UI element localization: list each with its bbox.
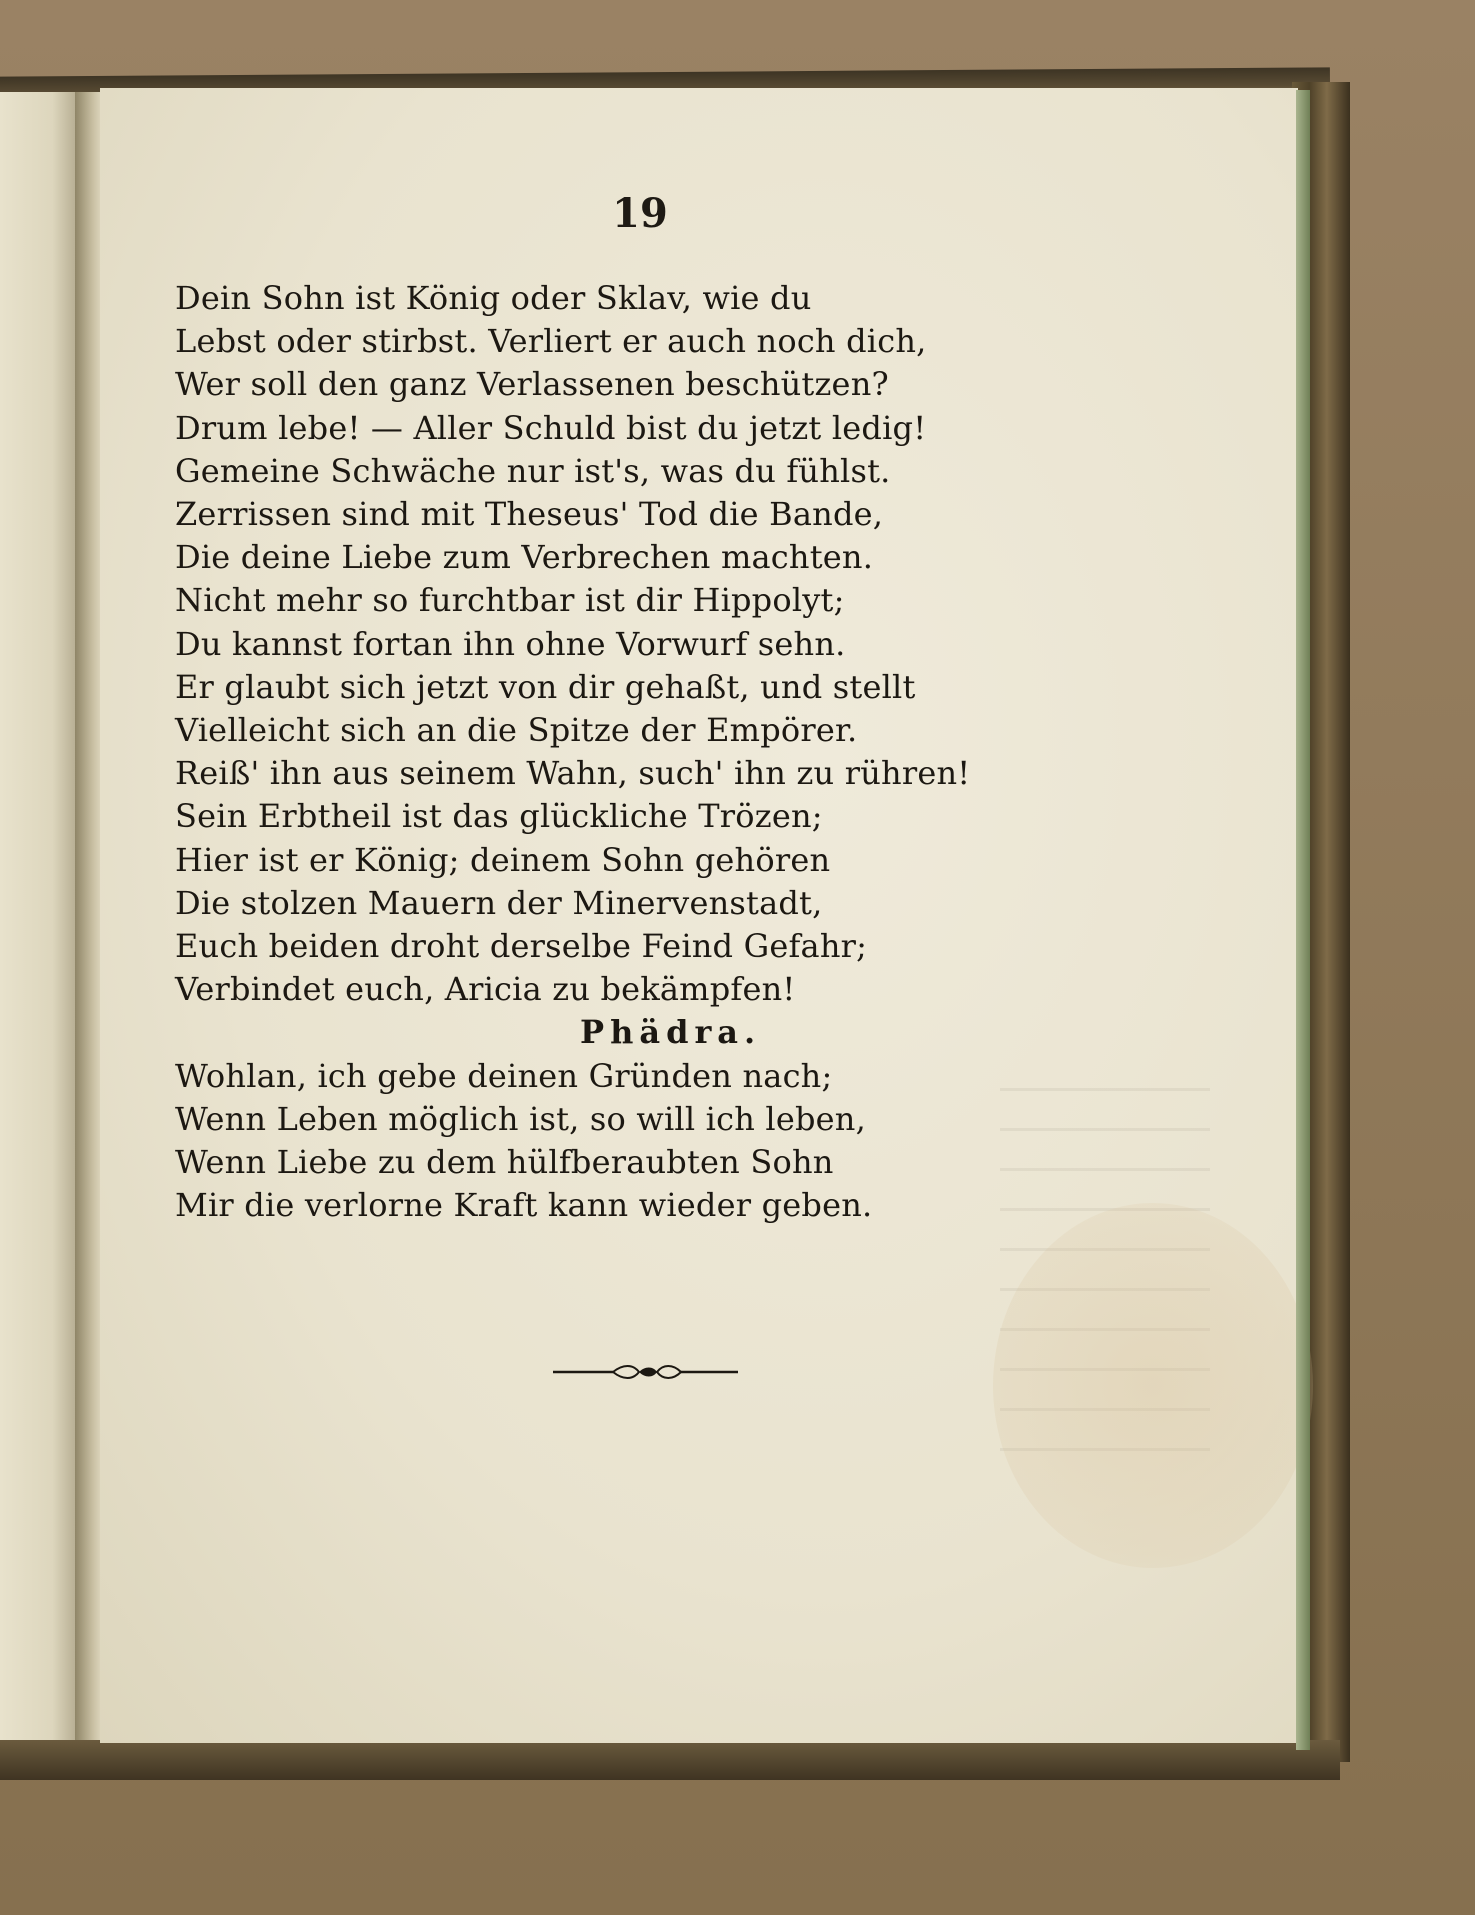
- verse-line: Du kannst fortan ihn ohne Vorwurf sehn.: [175, 624, 846, 663]
- verse-line: Wenn Leben möglich ist, so will ich leben,: [175, 1099, 866, 1138]
- verse-line: Drum lebe! — Aller Schuld bist du jetzt ledig!: [175, 408, 927, 447]
- verse-line: Die deine Liebe zum Verbrechen machten.: [175, 538, 874, 577]
- verse-line: Er glaubt sich jetzt von dir gehaßt, und stellt: [175, 667, 916, 706]
- verse-line: Verbindet euch, Aricia zu bekämpfen!: [175, 970, 796, 1009]
- end-ornament: [553, 1360, 738, 1384]
- verse-line: Wohlan, ich gebe deinen Gründen nach;: [175, 1056, 833, 1095]
- book-cover-bottom-edge: [0, 1740, 1340, 1780]
- verse-line: Sein Erbtheil ist das glückliche Trözen;: [175, 797, 823, 836]
- speaker-name: Phädra.: [580, 1013, 762, 1052]
- verse-line: Zerrissen sind mit Theseus' Tod die Bande,: [175, 495, 884, 534]
- verse-line: Die stolzen Mauern der Minervenstadt,: [175, 883, 823, 922]
- verse-line: Wenn Liebe zu dem hülfberaubten Sohn: [175, 1143, 834, 1182]
- left-page: [0, 92, 75, 1740]
- verse-line: Vielleicht sich an die Spitze der Empörer.: [175, 711, 858, 750]
- paper-stain: [993, 1203, 1313, 1568]
- verse-text: [175, 277, 1185, 1227]
- verse-line: Dein Sohn ist König oder Sklav, wie du: [175, 279, 812, 317]
- verse-line: Mir die verlorne Kraft kann wieder geben.: [175, 1186, 873, 1225]
- verse-line: Nicht mehr so furchtbar ist dir Hippolyt;: [175, 581, 845, 620]
- verse-line: Wer soll den ganz Verlassenen beschützen?: [175, 365, 889, 404]
- verse-line: Euch beiden droht derselbe Feind Gefahr;: [175, 927, 868, 966]
- verse-line: Reiß' ihn aus seinem Wahn, such' ihn zu rühren!: [175, 754, 971, 793]
- page-edge-green: [1296, 90, 1310, 1750]
- verse-line: Gemeine Schwäche nur ist's, was du fühlst.: [175, 451, 891, 490]
- page-number: 19: [612, 190, 668, 237]
- verse-line: Lebst oder stirbst. Verliert er auch noch dich,: [175, 322, 927, 361]
- verse-line: Hier ist er König; deinem Sohn gehören: [175, 840, 831, 879]
